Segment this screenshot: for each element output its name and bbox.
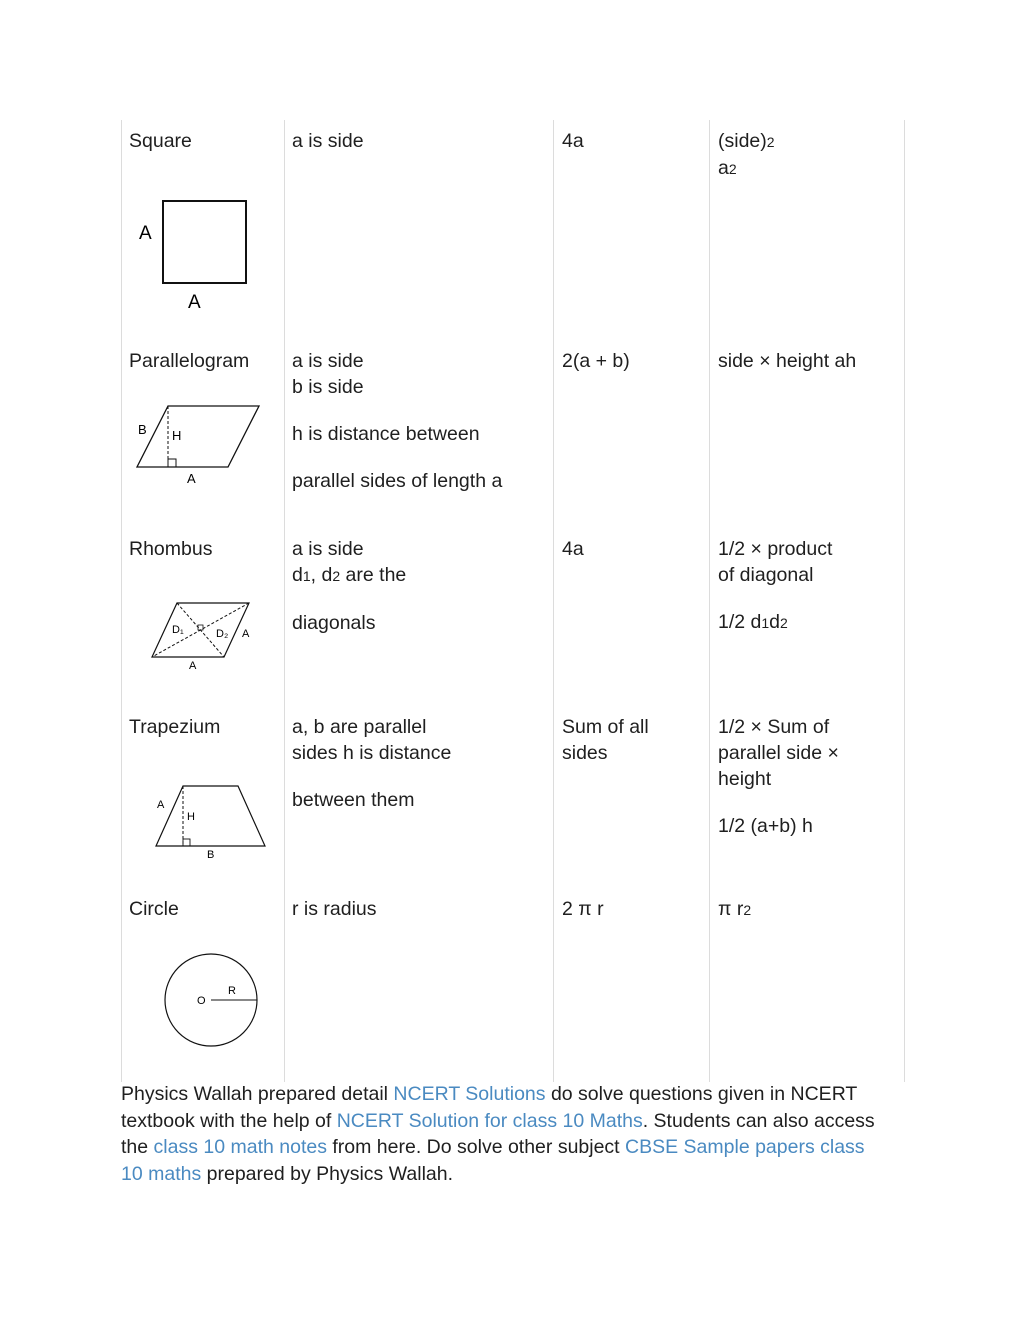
desc-parallelogram: a is side b is side h is distance between parallel sides of length a (292, 350, 503, 492)
table-rule (904, 120, 905, 1082)
circle-label-o: O (197, 995, 206, 1007)
desc-square: a is side (292, 130, 364, 152)
trapezium-figure (150, 780, 275, 865)
parallelogram-figure (130, 400, 270, 490)
shape-name-square: Square (129, 130, 192, 152)
rhombus-label-d1: D₁ (172, 624, 184, 636)
area-circle: π r2 (718, 898, 752, 920)
class10-math-notes-link[interactable]: class 10 math notes (153, 1136, 327, 1158)
cbse-sample-papers-link[interactable]: CBSE Sample papers class (625, 1136, 865, 1158)
footer-paragraph: Physics Wallah prepared detail NCERT Solutions do solve questions given in NCERT textbook with the help of NCERT Solution for class 10 Maths. Students can also access the class 10 math notes from here. Do solve other subject CBSE Sample papers class 10 maths prepared by Physics Wallah. (121, 1083, 875, 1185)
trapezium-label-b: B (207, 849, 215, 861)
rhombus-label-d2: D₂ (216, 628, 229, 640)
circle-figure (160, 950, 264, 1054)
parallelogram-label-h: H (172, 428, 182, 443)
area-square: (side)2 a2 (718, 130, 775, 179)
desc-circle: r is radius (292, 898, 377, 920)
area-rhombus: 1/2 × product of diagonal 1/2 d1d2 (718, 538, 833, 633)
desc-trapezium: a, b are parallel sides h is distance between them (292, 716, 452, 811)
table-rule (121, 120, 122, 1082)
circle-label-r: R (228, 985, 236, 997)
shape-name-circle: Circle (129, 898, 179, 920)
ncert-class10-maths-link[interactable]: NCERT Solution for class 10 Maths (336, 1109, 643, 1132)
table-rule (709, 120, 710, 1082)
shape-name-rhombus: Rhombus (129, 538, 213, 560)
shape-name-parallelogram: Parallelogram (129, 350, 250, 372)
table-rule (553, 120, 554, 1082)
desc-rhombus: a is side d1, d2 are the diagonals (292, 538, 407, 634)
square-label-side: A (139, 223, 152, 244)
perimeter-trapezium: Sum of all sides (562, 716, 649, 764)
parallelogram-label-a: A (187, 471, 196, 486)
rhombus-label-a-right: A (242, 628, 250, 640)
table-rule (284, 120, 285, 1082)
square-label-bottom: A (188, 292, 201, 313)
area-trapezium: 1/2 × Sum of parallel side × height 1/2 (a+b) h (718, 716, 839, 837)
cbse-sample-papers-link-cont[interactable]: 10 maths (121, 1162, 202, 1185)
perimeter-parallelogram: 2(a + b) (562, 350, 630, 372)
perimeter-square: 4a (562, 130, 584, 152)
rhombus-figure (145, 597, 265, 677)
trapezium-label-h: H (187, 811, 195, 823)
square-figure (135, 195, 255, 315)
area-parallelogram: side × height ah (718, 350, 857, 372)
rhombus-label-a-bottom: A (189, 660, 197, 672)
parallelogram-label-b: B (138, 422, 147, 437)
trapezium-label-a: A (157, 799, 165, 811)
ncert-solutions-link[interactable]: NCERT Solutions (393, 1083, 546, 1105)
perimeter-circle: 2 π r (562, 898, 604, 920)
perimeter-rhombus: 4a (562, 538, 584, 560)
shape-name-trapezium: Trapezium (129, 716, 221, 738)
